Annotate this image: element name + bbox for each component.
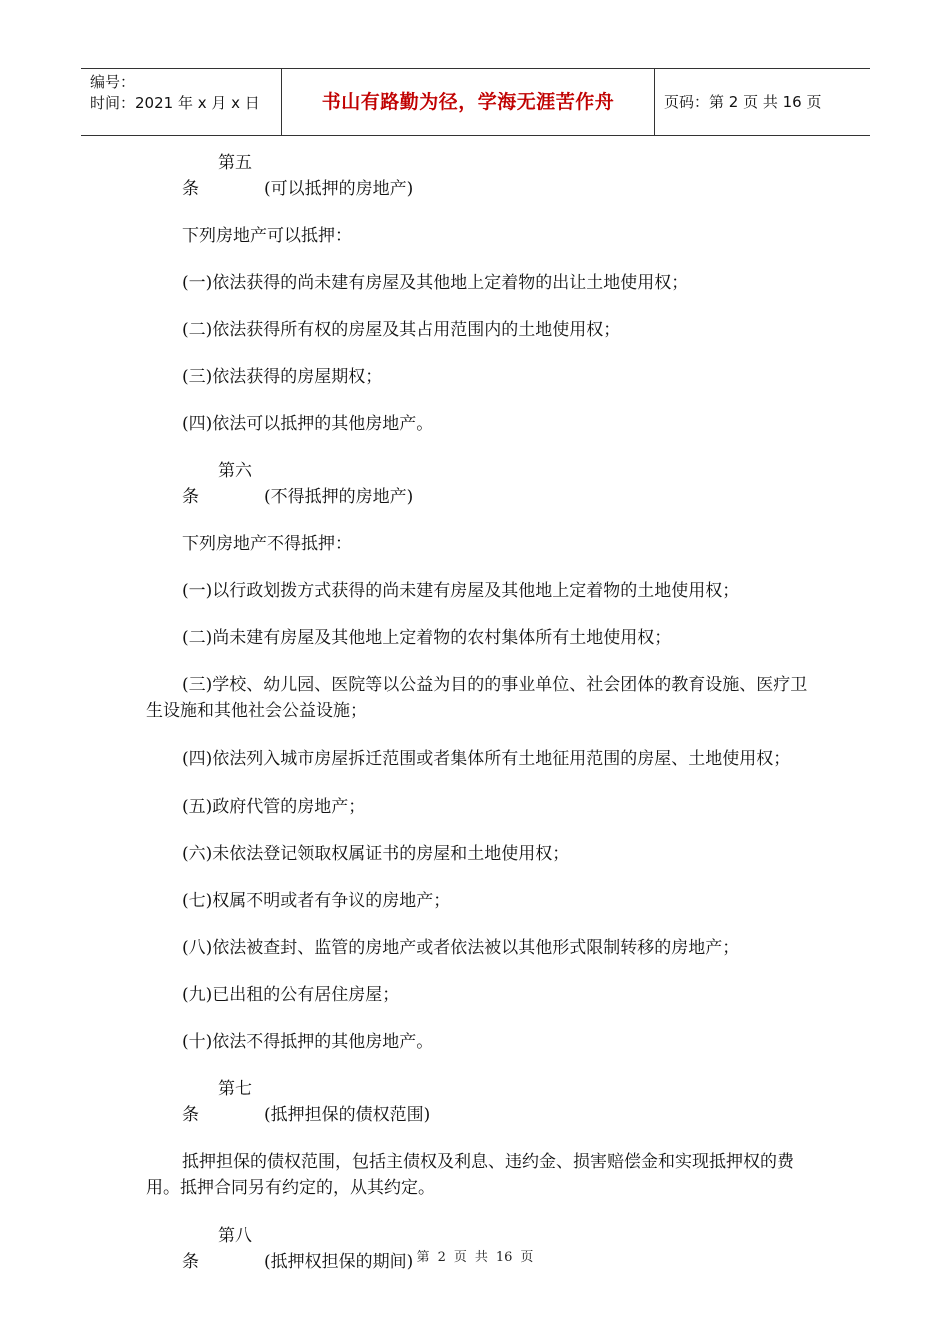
footer-total-pages: 16 <box>495 1250 513 1265</box>
article-title: (不得抵押的房地产) <box>264 487 414 507</box>
header-meta <box>81 69 282 135</box>
document-body <box>146 150 810 1296</box>
footer-text: 页 <box>520 1250 534 1265</box>
article-6-item: (九)已出租的公有居住房屋； <box>182 985 400 1005</box>
article-6-heading <box>146 458 810 510</box>
article-7-text: 抵押担保的债权范围，包括主债权及利息、违约金、损害赔偿金和实现抵押权的费用。抵押合同另有约定的，从其约定。 <box>146 1152 794 1198</box>
article-title: (抵押权担保的期间) <box>264 1252 414 1272</box>
header-page-info: 页码：第 2 页 共 16 页 <box>664 93 822 111</box>
article-title: (可以抵押的房地产) <box>264 179 414 199</box>
article-6-item: (十)依法不得抵押的其他房地产。 <box>182 1032 434 1052</box>
article-6-item: (二)尚未建有房屋及其他地上定着物的农村集体所有土地使用权； <box>182 628 672 648</box>
article-number: 第六条 <box>182 461 252 507</box>
article-6-intro: 下列房地产不得抵押： <box>182 534 352 554</box>
article-5-item: (一)依法获得的尚未建有房屋及其他地上定着物的出让土地使用权； <box>182 273 689 293</box>
article-5-intro: 下列房地产可以抵押： <box>182 226 352 246</box>
article-5-heading <box>146 150 810 202</box>
document-time: 时间：2021 年 x 月 x 日 <box>90 94 260 112</box>
document-number-label: 编号： <box>90 73 136 91</box>
article-5-item: (二)依法获得所有权的房屋及其占用范围内的土地使用权； <box>182 320 621 340</box>
article-6-item: (四)依法列入城市房屋拆迁范围或者集体所有土地征用范围的房屋、土地使用权； <box>182 749 791 769</box>
article-title: (抵押担保的债权范围) <box>264 1105 431 1125</box>
page-footer <box>0 1246 950 1265</box>
article-number: 第七条 <box>182 1079 252 1125</box>
article-number: 第五条 <box>182 153 252 199</box>
article-6-item: (三)学校、幼儿园、医院等以公益为目的的事业单位、社会团体的教育设施、医疗卫生设施和其他社会公益设施； <box>146 675 808 721</box>
article-5-item: (三)依法获得的房屋期权； <box>182 367 383 387</box>
footer-text: 共 <box>474 1250 488 1265</box>
article-6-item: (五)政府代管的房地产； <box>182 797 366 817</box>
page-header <box>81 68 870 136</box>
article-6-item: (一)以行政划拨方式获得的尚未建有房屋及其他地上定着物的土地使用权； <box>182 581 740 601</box>
footer-page-number: 2 <box>437 1250 446 1265</box>
article-6-item: (八)依法被查封、监管的房地产或者依法被以其他形式限制转移的房地产； <box>182 938 740 958</box>
article-number: 第八条 <box>182 1226 252 1272</box>
article-6-item: (六)未依法登记领取权属证书的房屋和土地使用权； <box>182 844 570 864</box>
header-motto: 书山有路勤为径，学海无涯苦作舟 <box>282 69 655 135</box>
footer-text: 页 <box>453 1250 467 1265</box>
footer-text: 第 <box>416 1250 430 1265</box>
article-5-item: (四)依法可以抵押的其他房地产。 <box>182 414 434 434</box>
article-7-heading <box>146 1076 810 1128</box>
article-6-item: (七)权属不明或者有争议的房地产； <box>182 891 451 911</box>
